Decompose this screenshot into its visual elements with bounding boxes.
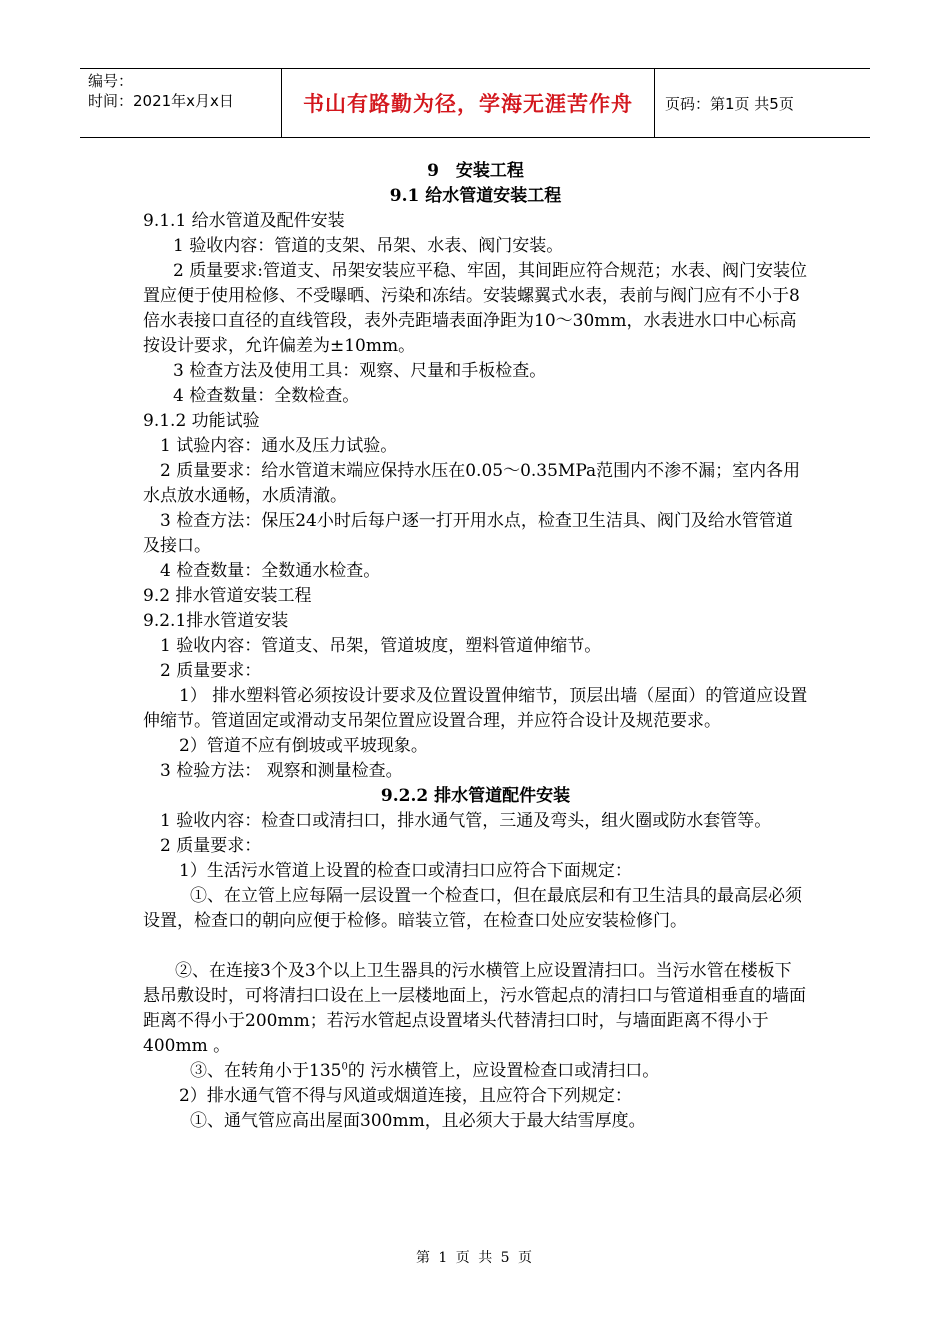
doc-title: 9 安装工程: [427, 161, 524, 181]
blank-line: [143, 934, 808, 959]
paragraph: 4 检查数量：全数检查。: [173, 386, 360, 406]
motto: 书山有路勤为径，学海无涯苦作舟: [282, 69, 655, 137]
page-header: [80, 68, 870, 138]
number-label: 编号：: [88, 72, 134, 90]
paragraph: 2 质量要求:管道支、吊架安装应平稳、牢固，其间距应符合规范；水表、阀门安装位置应便于使用检修、不受曝晒、污染和冻结。安装螺翼式水表，表前与阀门应有不小于8倍水表接口直径的直线管段，表外壳距墙表面净距为10～30mm，水表进水口中心标高按设计要求，允许偏差为±10mm。: [143, 261, 807, 356]
paragraph: 3 检查方法及使用工具：观察、尺量和手板检查。: [173, 361, 547, 381]
heading-9-1-1: 9.1.1 给水管道及配件安装: [143, 211, 345, 231]
section-9-1-title: 9.1 给水管道安装工程: [389, 186, 562, 206]
paragraph: [143, 1059, 808, 1084]
page-label: 页码：第1页 共5页: [665, 94, 794, 113]
paragraph: 2 质量要求：: [160, 661, 262, 681]
superscript: 0: [341, 1061, 348, 1073]
paragraph: 1）生活污水管道上设置的检查口或清扫口应符合下面规定：: [179, 861, 632, 881]
paragraph: 1） 排水塑料管必须按设计要求及位置设置伸缩节，顶层出墙（屋面）的管道应设置伸缩节。管道固定或滑动支吊架位置应设置合理，并应符合设计及规范要求。: [143, 686, 808, 731]
paragraph: 3 检查方法：保压24小时后每户逐一打开用水点，检查卫生洁具、阀门及给水管管道及接口。: [143, 511, 793, 556]
paragraph: 1 试验内容：通水及压力试验。: [160, 436, 398, 456]
header-meta: [80, 69, 282, 137]
paragraph: 2）排水通气管不得与风道或烟道连接，且应符合下列规定：: [179, 1086, 632, 1106]
heading-9-2: 9.2 排水管道安装工程: [143, 586, 312, 606]
page-footer: 第 1 页 共 5 页: [415, 1250, 535, 1266]
paragraph: 1 验收内容：管道的支架、吊架、水表、阀门安装。: [173, 236, 564, 256]
section-9-2-2-title: 9.2.2 排水管道配件安装: [380, 786, 571, 806]
paragraph: 1 验收内容：管道支、吊架，管道坡度，塑料管道伸缩节。: [160, 636, 602, 656]
paragraph: 2）管道不应有倒坡或平坡现象。: [179, 736, 428, 756]
paragraph: 3 检验方法： 观察和测量检查。: [160, 761, 403, 781]
paragraph: ①、在立管上应每隔一层设置一个检查口，但在最底层和有卫生洁具的最高层必须设置，检查口的朝向应便于检修。暗装立管，在检查口处应安装检修门。: [143, 886, 802, 931]
paragraph: 2 质量要求：: [160, 836, 262, 856]
text-run: 的 污水横管上，应设置检查口或清扫口。: [347, 1061, 660, 1081]
paragraph: 2 质量要求：给水管道末端应保持水压在0.05～0.35MPa范围内不渗不漏；室内各用水点放水通畅，水质清澈。: [143, 461, 801, 506]
text-run: ③、在转角小于135: [190, 1061, 342, 1081]
paragraph: ①、通气管应高出屋面300mm，且必须大于最大结雪厚度。: [190, 1111, 646, 1131]
heading-9-2-1: 9.2.1排水管道安装: [143, 611, 289, 631]
paragraph: ②、在连接3个及3个以上卫生器具的污水横管上应设置清扫口。当污水管在楼板下悬吊敷设时，可将清扫口设在上一层楼地面上，污水管起点的清扫口与管道相垂直的墙面距离不得小于200mm；若污水管起点设置堵头代替清扫口时，与墙面距离不得小于400mm 。: [143, 961, 806, 1056]
paragraph: 1 验收内容：检查口或清扫口，排水通气管，三通及弯头，组火圈或防水套管等。: [160, 811, 772, 831]
date-label: 时间：2021年x月x日: [88, 92, 234, 110]
document-body: [143, 159, 808, 1134]
paragraph: 4 检查数量：全数通水检查。: [160, 561, 381, 581]
heading-9-1-2: 9.1.2 功能试验: [143, 411, 260, 431]
